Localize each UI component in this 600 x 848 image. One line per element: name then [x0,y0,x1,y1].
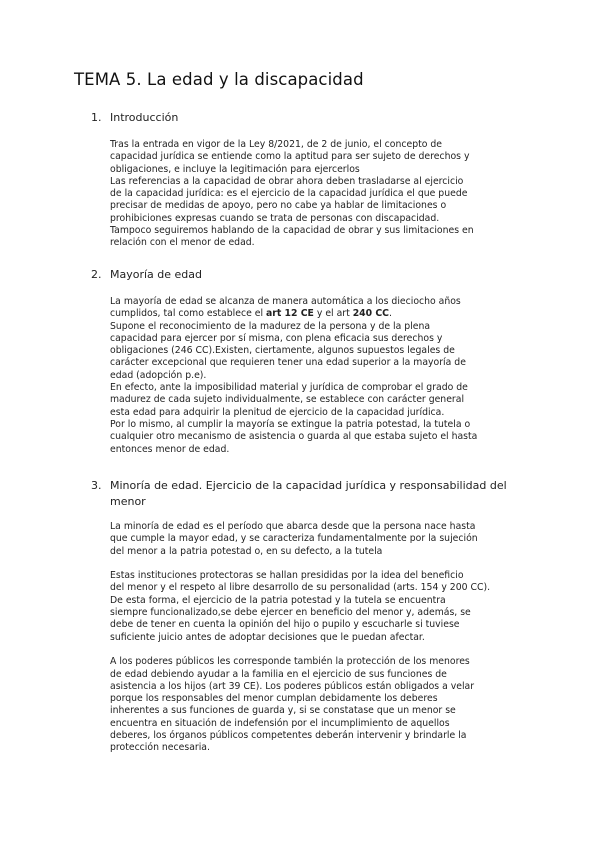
paragraph-gap [110,558,490,570]
text-line: debe de tener en cuenta la opinión del hijo o pupilo y escucharle si tuviese [110,619,460,631]
section-3-number: 3. [91,479,102,492]
text-line: del menor a la patria potestad o, en su defecto, a la tutela [110,545,383,557]
section-3-body [110,521,490,755]
text-line: Tampoco seguiremos hablando de la capacidad de obrar y sus limitaciones en [110,225,474,237]
text-line: asistencia a los hijos (art 39 CE). Los poderes públicos están obligados a velar [110,680,475,692]
section-1-title: Introducción [110,111,179,124]
text-run: . [389,308,392,320]
text-line: relación con el menor de edad. [110,237,255,249]
section-2-heading [91,267,510,283]
text-line: La mayoría de edad se alcanza de manera automática a los dieciocho años [110,296,461,307]
paragraph-gap [110,644,490,656]
text-run: cumplidos, tal como establece el [110,308,267,320]
text-line: esta edad para adquirir la plenitud de ejercicio de la capacidad jurídica. [110,406,445,418]
section-2-number: 2. [91,268,102,281]
section-3-title: Minoría de edad. Ejercicio de la capacidad jurídica y responsabilidad del menor [110,479,507,508]
text-line: inherentes a sus funciones de guarda y, si se constatase que un menor se [110,705,456,717]
text-line: cualquier otro mecanismo de asistencia o guarda al que estaba sujeto el hasta [110,431,478,443]
section-3-heading [91,478,510,510]
text-line: Por lo mismo, al cumplir la mayoría se extingue la patria potestad, la tutela o [110,418,471,430]
text-line: Estas instituciones protectoras se hallan presididas por la idea del beneficio [110,570,464,582]
text-line: deberes, los órganos públicos competentes deberán intervenir y brindarle la [110,730,467,742]
text-line: encuentra en situación de indefensión por el incumplimiento de aquellos [110,717,450,729]
text-line: suficiente juicio antes de adoptar decisiones que le puedan afectar. [110,631,425,643]
text-line: carácter excepcional que requieren tener una edad superior a la mayoría de [110,357,466,369]
text-line: La minoría de edad es el período que abarca desde que la persona nace hasta [110,521,476,532]
section-1-heading [91,110,510,126]
text-line: protección necesaria. [110,742,210,754]
text-line: A los poderes públicos les corresponde también la protección de los menores [110,656,470,668]
text-line: porque los responsables del menor cumplan debidamente los deberes [110,693,438,705]
citation-240-cc: 240 CC [352,308,389,320]
text-line: De esta forma, el ejercicio de la patria potestad y la tutela se encuentra [110,594,446,606]
text-line: entonces menor de edad. [110,443,230,455]
text-line: de la capacidad jurídica: es el ejercicio de la capacidad jurídica el que puede [110,188,468,200]
text-line-with-citations [110,308,477,320]
text-line: de edad debiendo ayudar a la familia en el ejercicio de sus funciones de [110,668,447,680]
text-line: prohibiciones expresas cuando se trata de personas con discapacidad. [110,212,440,224]
section-2-body [110,296,477,456]
text-line: del menor y el respeto al libre desarrollo de su personalidad (arts. 154 y 200 CC). [110,582,491,594]
text-line: Supone el reconocimiento de la madurez de la persona y de la plena [110,320,431,332]
text-run: y el art [313,308,353,320]
section-1-number: 1. [91,111,102,124]
text-line: siempre funcionalizado,se debe ejercer en beneficio del menor y, además, se [110,607,471,619]
citation-art-12-ce: art 12 CE [266,308,314,320]
text-line: capacidad jurídica se entiende como la aptitud para ser sujeto de derechos y [110,151,470,163]
text-line: capacidad para ejercer por sí misma, con plena eficacia sus derechos y [110,332,443,344]
text-line: obligaciones (246 CC).Existen, ciertamente, algunos supuestos legales de [110,345,455,357]
text-line: edad (adopción p.e). [110,369,207,381]
document-title: TEMA 5. La edad y la discapacidad [74,70,364,89]
text-line: que cumple la mayor edad, y se caracteriza fundamentalmente por la sujeción [110,533,478,545]
text-line: Las referencias a la capacidad de obrar ahora deben trasladarse al ejercicio [110,175,464,187]
text-line: obligaciones, e incluye la legitimación para ejercerlos [110,163,360,175]
section-2-title: Mayoría de edad [110,268,203,281]
text-line: En efecto, ante la imposibilidad material y jurídica de comprobar el grado de [110,382,468,394]
text-line: Tras la entrada en vigor de la Ley 8/2021, de 2 de junio, el concepto de [110,139,442,150]
text-line: madurez de cada sujeto individualmente, se establece con carácter general [110,394,465,406]
section-1-body [110,139,474,250]
text-line: precisar de medidas de apoyo, pero no cabe ya hablar de limitaciones o [110,200,447,212]
